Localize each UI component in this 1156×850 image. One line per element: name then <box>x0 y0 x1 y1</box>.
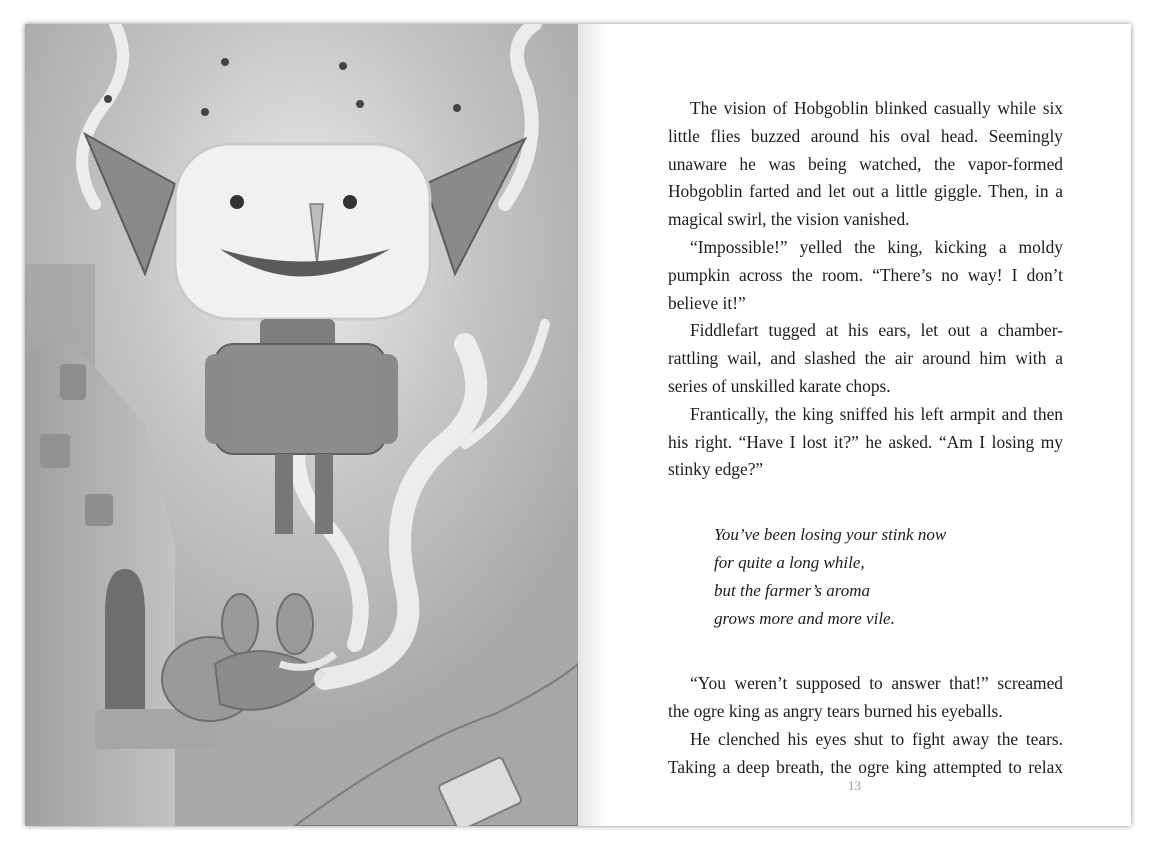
paragraph: Frantically, the king sniffed his left armpit and then his right. “Have I lost it?” he asked. “Am I losing my stinky edge?” <box>668 403 1063 480</box>
book-spread <box>25 24 1131 826</box>
paragraph: The vision of Hobgoblin blinked casually while six little flies buzzed around his oval head. Seemingly unaware he was being watched, the vapor-formed Hobgoblin farted and let out a little giggle. Then, in a magical swirl, the vision vanished. <box>668 98 1063 230</box>
paragraph: “Impossible!” yelled the king, kicking a moldy pumpkin across the room. “There’s no way! I don’t believe it!” <box>668 236 1063 313</box>
verse-line: for quite a long while, <box>714 553 865 573</box>
verse-line: grows more and more vile. <box>714 609 895 629</box>
paragraph: He clenched his eyes shut to fight away the tears. Taking a deep breath, the ogre king attempted to relax <box>668 728 1063 777</box>
verse-line: but the farmer’s aroma <box>714 581 870 601</box>
text-page <box>578 24 1131 826</box>
page-number: 13 <box>848 778 861 793</box>
story-text <box>668 95 1063 781</box>
verse-line: You’ve been losing your stink now <box>714 525 947 545</box>
paragraph: “You weren’t supposed to answer that!” screamed the ogre king as angry tears burned his eyeballs. <box>668 673 1063 721</box>
paragraph: Fiddlefart tugged at his ears, let out a chamber-rattling wail, and slashed the air around him with a series of unskilled karate chops. <box>668 320 1063 396</box>
hobgoblin-vision-illustration <box>25 24 578 826</box>
verse-stanza <box>714 521 1063 633</box>
illustration-page <box>25 24 578 826</box>
